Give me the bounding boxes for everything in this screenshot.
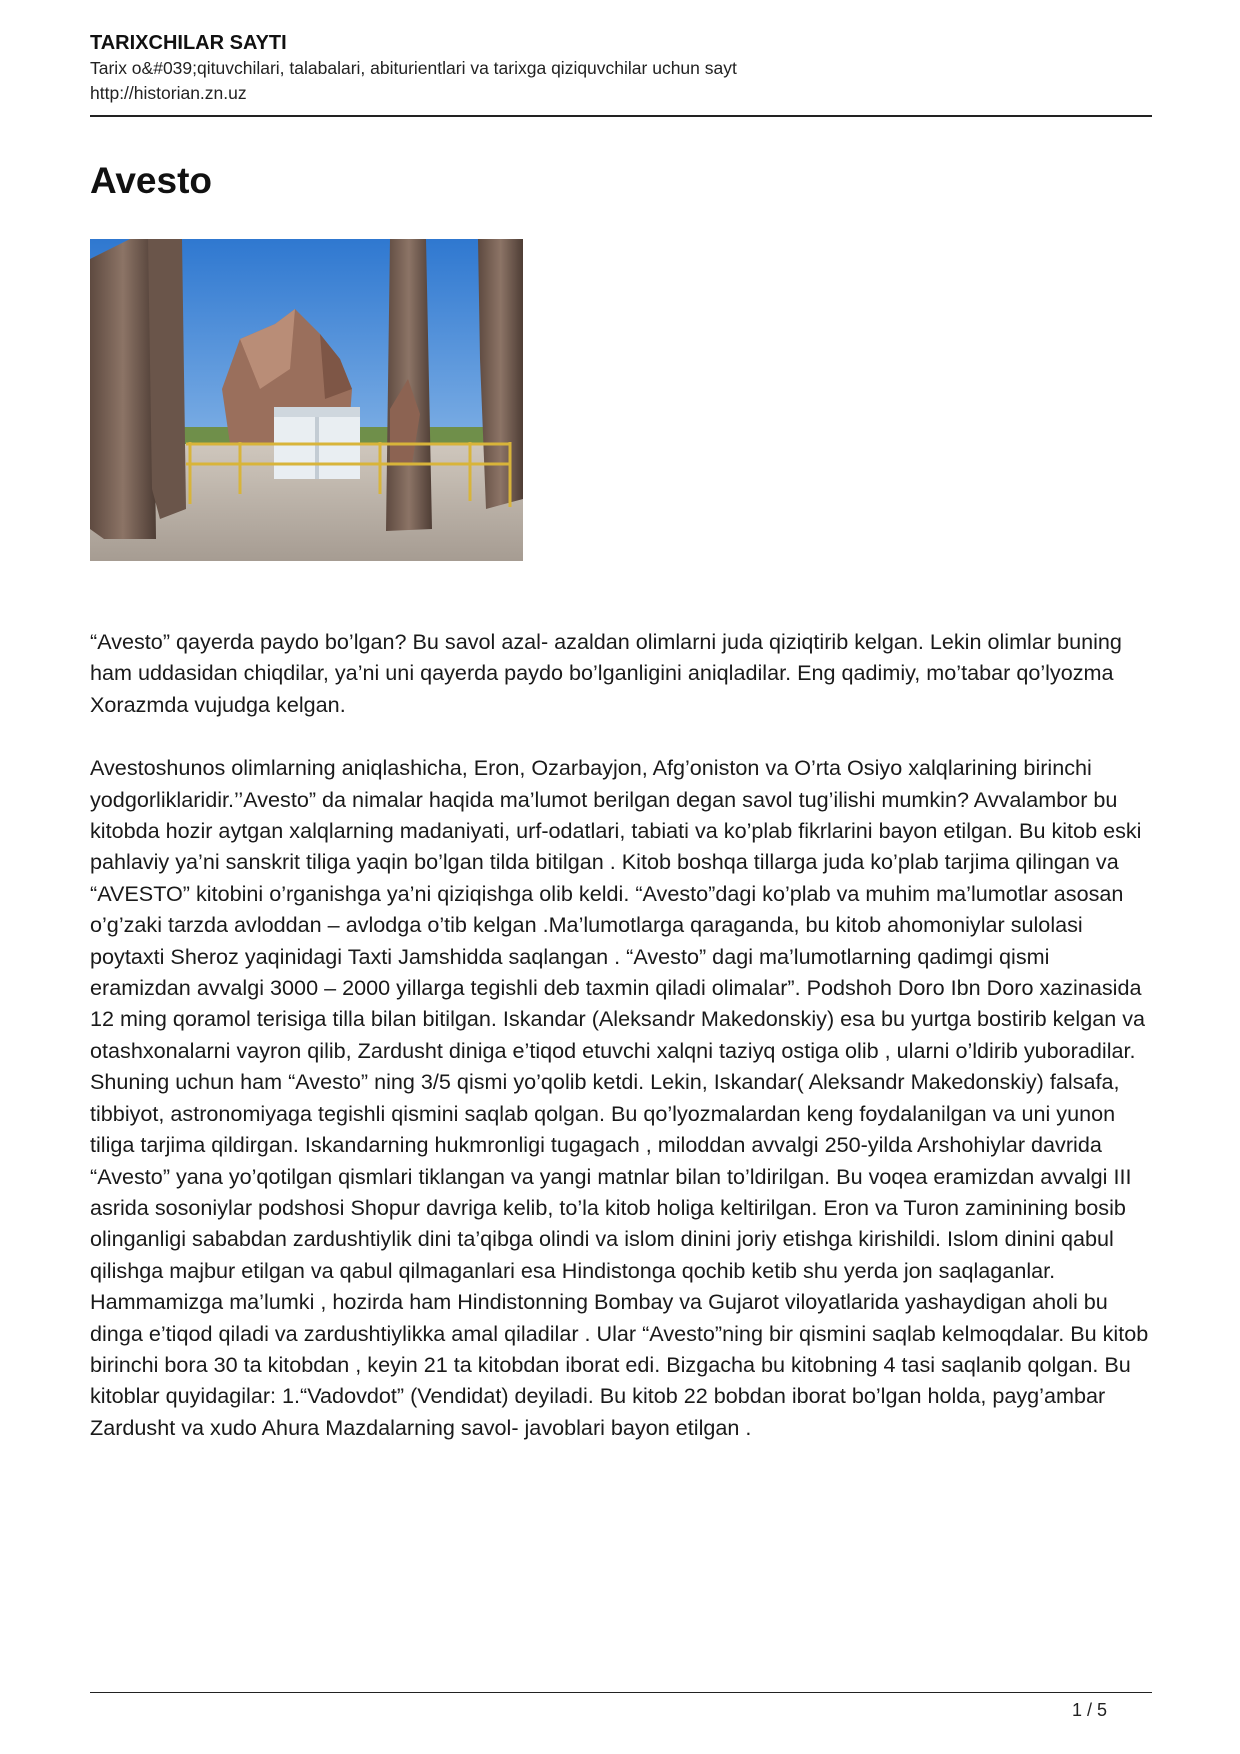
site-name: TARIXCHILAR SAYTI <box>90 32 287 54</box>
footer-divider <box>90 1692 1152 1693</box>
site-tagline: Tarix o&#039;qituvchilari, talabalari, abiturientlari va tarixga qiziquvchilar uchun sayt <box>90 58 737 78</box>
paragraph: “Avesto” qayerda paydo bo’lgan? Bu savol azal- azaldan olimlarni juda qiziqtirib kelgan. Lekin olimlar buning ham uddasidan chiqdilar, ya’ni uni qayerda paydo bo’lganligini aniqladilar. Eng qadimiy, mo’tabar qo’lyozma Xorazmda vujudga kelgan. <box>90 629 1122 717</box>
page-number: 1 / 5 <box>1071 1700 1107 1720</box>
paragraph: Avestoshunos olimlarning aniqlashicha, Eron, Ozarbayjon, Afg’oniston va O’rta Osiyo xalqlarining birinchi yodgorliklaridir.’’Avesto” da nimalar haqida ma’lumot berilgan degan savol tug’ilishi mumkin? Avvalambor bu kitobda hozir aytgan xalqlarning madaniyati, urf-odatlari, tabiati va ko’plab fikrlarini bayon etilgan. Bu kitob eski pahlaviy ya’ni sanskrit tiliga yaqin bo’lgan tilda bitilgan . Kitob boshqa tillarga juda ko’plab tarjima qilingan va “AVESTO” kitobini o’rganishga ya’ni qiziqishga olib keldi. “Avesto”dagi ko’plab va muhim ma’lumotlar asosan o’g’zaki tarzda avloddan – avlodga o’tib kelgan .Ma’lumotlarga qaraganda, bu kitob ahomoniylar sulolasi poytaxti Sheroz yaqinidagi Taxti Jamshidda saqlangan . “Avesto” dagi ma’lumotlarning qadimgi qismi eramizdan avvalgi 3000 – 2000 yillarga tegishli deb taxmin qiladi olimalar”. Podshoh Doro Ibn Doro xazinasida 12 ming qoramol terisiga tilla bilan bitilgan. Iskandar (Aleksandr Makedonskiy) esa bu yurtga bostirib kelgan va otashxonalarni vayron qilib, Zardusht diniga e’tiqod etuvchi xalqni taziyq ostiga olib , ularni o’ldirib yuboradilar. <box>90 755 1146 1063</box>
header-divider <box>90 115 1152 117</box>
article-body <box>90 626 1152 1443</box>
site-url[interactable]: http://historian.zn.uz <box>90 83 247 103</box>
page-title: Avesto <box>90 160 213 201</box>
paragraph: Shuning uchun ham “Avesto” ning 3/5 qismi yo’qolib ketdi. Lekin, Iskandar( Aleksandr Makedonskiy) falsafa, tibbiyot, astronomiyaga tegishli qismini saqlab qolgan. Bu qo’lyozmalardan keng foydalanilgan va uni yunon tiliga tarjima qildirgan. Iskandarning hukmronligi tugagach , miloddan avvalgi 250-yilda Arshohiylar davrida “Avesto” yana yo’qotilgan qismlari tiklangan va yangi matnlar bilan to’ldirilgan. Bu voqea eramizdan avvalgi III asrida sosoniylar podshosi Shopur davriga kelib, to’la kitob holiga keltirilgan. Eron va Turon zaminining bosib olinganligi sababdan zardushtiylik dini ta’qibga olindi va islom dinini joriy etishga kirishildi. Islom dinini qabul qilishga majbur etilgan va qabul qilmaganlari esa Hindistonga qochib ketib shu yerda jon saqlaganlar. Hammamizga ma’lumki , hozirda ham Hindistonning Bombay va Gujarot viloyatlarida yashaydigan aholi bu dinga e’tiqod qiladi va zardushtiylikka amal qiladilar . Ular “Avesto”ning bir qismini saqlab kelmoqdalar. Bu kitob birinchi bora 30 ta kitobdan , keyin 21 ta kitobdan iborat edi. Bizgacha bu kitobning 4 tasi saqlanib qolgan. Bu kitoblar quyidagilar: 1.“Vadovdot” (Vendidat) deyiladi. Bu kitob 22 bobdan iborat bo’lgan holda, payg’ambar Zardusht va xudo Ahura Mazdalarning savol- javoblari bayon etilgan . <box>90 1069 1149 1440</box>
avesto-monument-photo <box>90 239 523 561</box>
page-header <box>90 30 1152 106</box>
